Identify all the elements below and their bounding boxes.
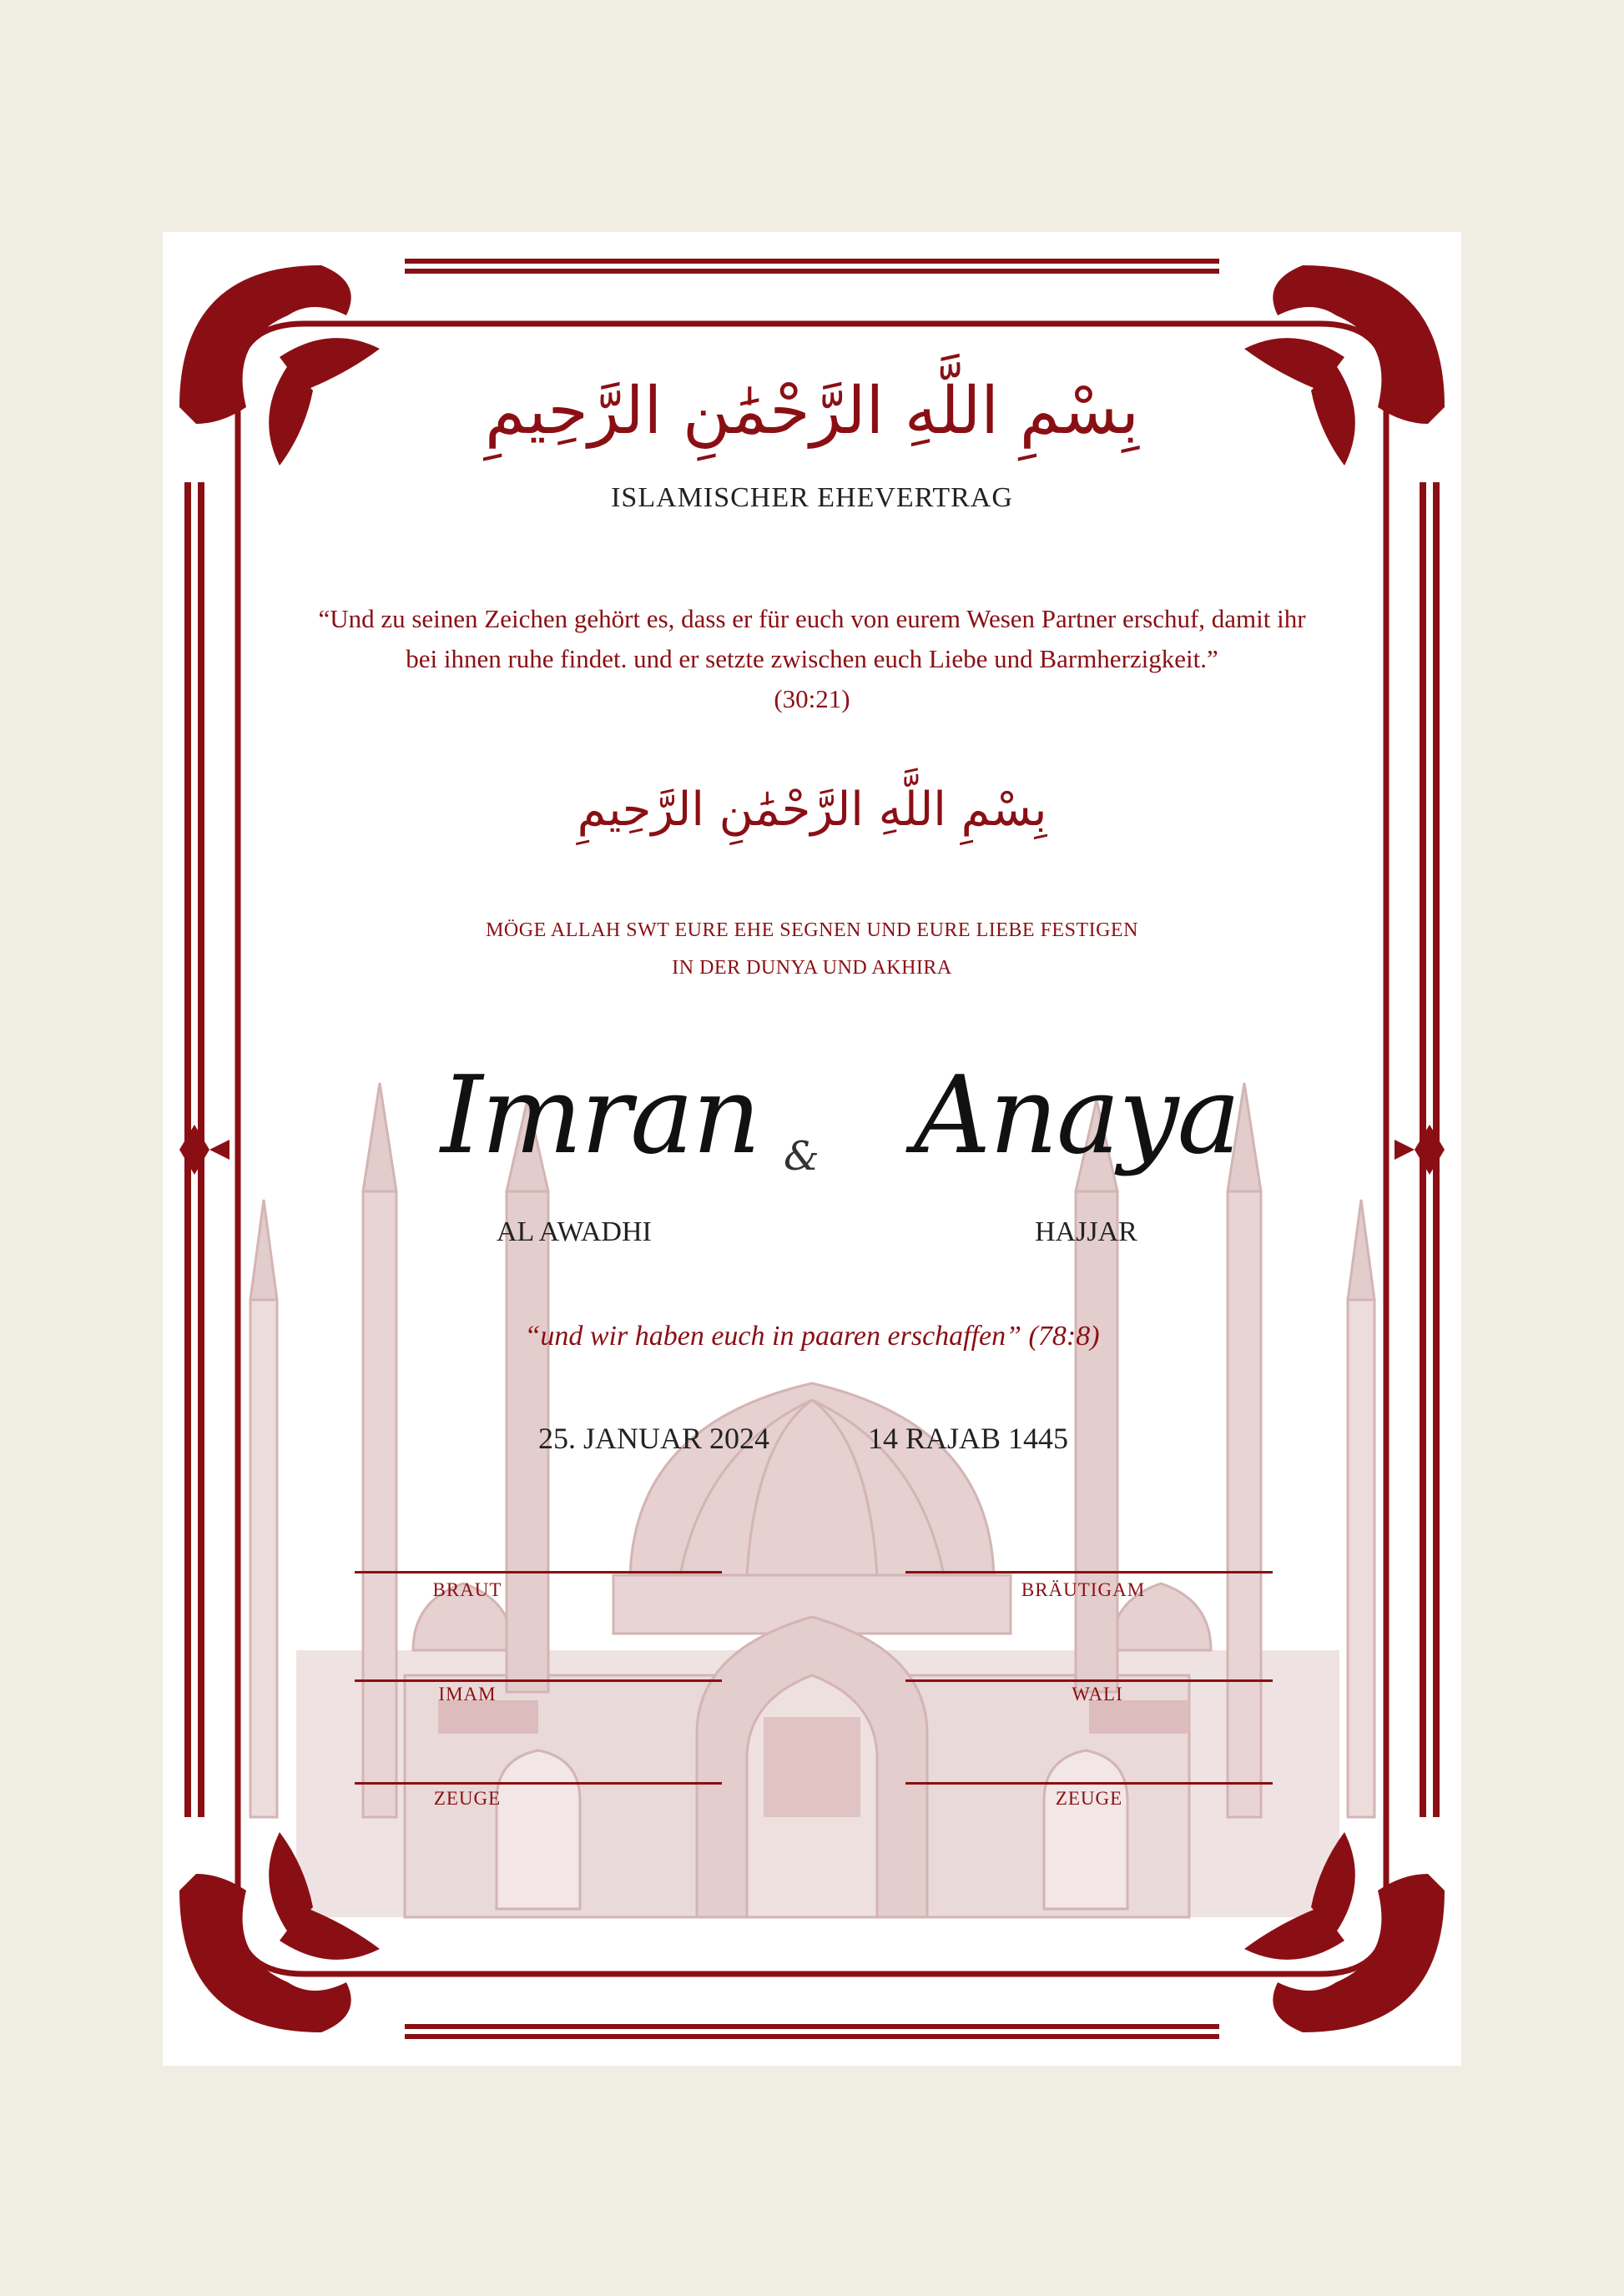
quote-line-2: bei ihnen ruhe findet. und er setzte zwischen euch Liebe und Barmherzigkeit.” [406, 644, 1218, 673]
label-bride: BRAUT [432, 1579, 502, 1600]
signature-line-groom[interactable] [905, 1571, 1273, 1573]
document-title: ISLAMISCHER EHEVERTRAG [611, 482, 1013, 513]
hijri-date: 14 RAJAB 1445 [868, 1422, 1069, 1455]
groom-first-name: Imran [441, 1054, 759, 1178]
signature-line-wali[interactable] [905, 1679, 1273, 1682]
quran-quote [163, 599, 1461, 719]
signature-line-bride[interactable] [355, 1571, 722, 1573]
label-wali: WALI [1072, 1684, 1123, 1704]
bismillah-top: بِسْمِ اللَّهِ الرَّحْمَٰنِ الرَّحِيمِ [485, 374, 1139, 449]
blessing-text [163, 912, 1461, 987]
bride-first-name: Anaya [914, 1054, 1239, 1178]
ampersand: & [784, 1133, 820, 1180]
label-groom: BRÄUTIGAM [1021, 1579, 1146, 1600]
gregorian-date: 25. JANUAR 2024 [538, 1422, 770, 1455]
bismillah-middle: بِسْمِ اللَّهِ الرَّحْمَٰنِ الرَّحِيمِ [577, 783, 1047, 837]
signature-line-witness-right[interactable] [905, 1782, 1273, 1785]
signature-line-witness-left[interactable] [355, 1782, 722, 1785]
quote-line-1: “Und zu seinen Zeichen gehört es, dass er für euch von eurem Wesen Partner erschuf, damit ihr [318, 604, 1306, 633]
signature-line-imam[interactable] [355, 1679, 722, 1682]
blessing-line-2: IN DER DUNYA UND AKHIRA [672, 957, 952, 979]
verse-quote: “und wir haben euch in paaren erschaffen” (78:8) [524, 1321, 1100, 1352]
certificate-sheet [163, 232, 1461, 2066]
label-imam: IMAM [438, 1684, 497, 1704]
label-witness-right: ZEUGE [1055, 1788, 1123, 1809]
quote-reference: (30:21) [774, 684, 850, 713]
bride-last-name: HAJJAR [1035, 1216, 1137, 1247]
label-witness-left: ZEUGE [433, 1788, 502, 1809]
groom-last-name: AL AWADHI [497, 1216, 652, 1247]
blessing-line-1: MÖGE ALLAH SWT EURE EHE SEGNEN UND EURE LIEBE FESTIGEN [486, 919, 1138, 941]
